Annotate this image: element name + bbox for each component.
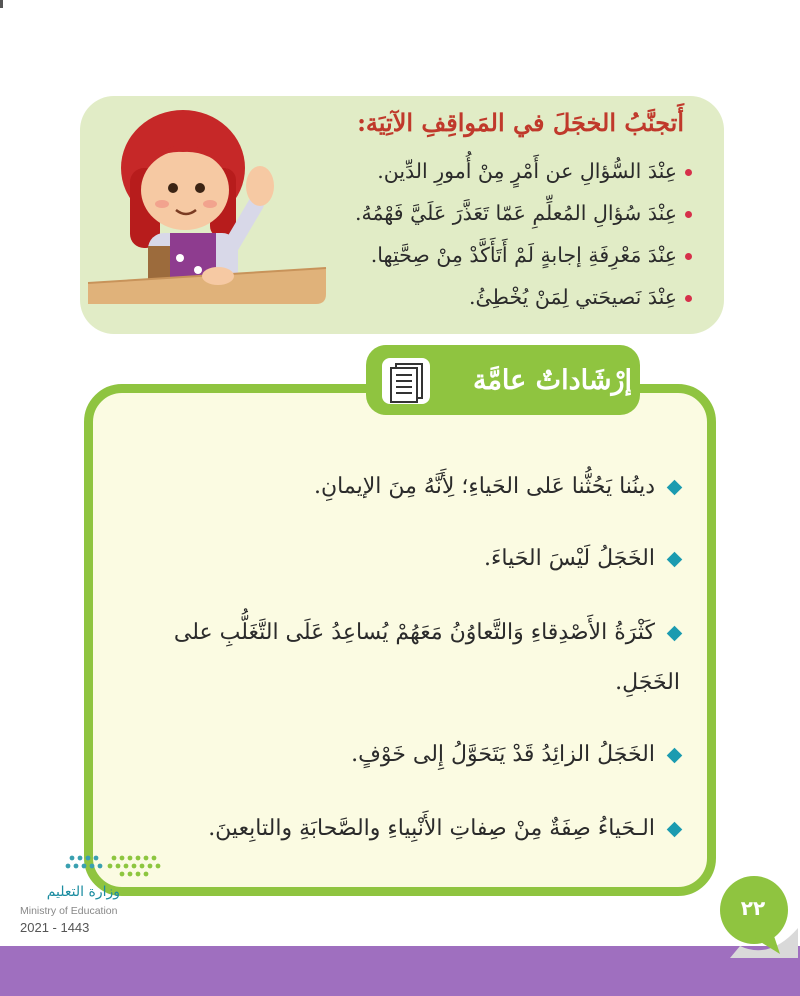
ministry-logo-dots (62, 852, 172, 884)
bullet-dot-icon (685, 169, 692, 176)
guidelines-title: إرْشَاداتٌ عامَّة (472, 365, 632, 396)
list-item: الخَجَلُ لَيْسَ الحَياءَ. (140, 534, 680, 584)
bullet-dot-icon (685, 295, 692, 302)
list-item: عِنْدَ السُّؤالِ عن أَمْرٍ مِنْ أُمورِ الدِّين. (192, 150, 692, 192)
diamond-bullet-icon (667, 821, 683, 837)
document-list-icon (378, 356, 434, 406)
diamond-bullet-icon (667, 551, 683, 567)
list-item: عِنْدَ سُؤالِ المُعلِّمِ عَمّا تَعَذَّرَ عَلَيَّ فَهْمُهُ. (192, 192, 692, 234)
crop-mark (0, 0, 3, 8)
bullet-dot-icon (685, 253, 692, 260)
situations-list (192, 150, 692, 318)
edition-year: 2021 - 1443 (20, 920, 90, 935)
ministry-name-arabic: وزارة التعليم (46, 884, 120, 900)
list-item: كَثْرَةُ الأَصْدِقاءِ وَالتَّعاوُنُ مَعَهُمْ يُساعِدُ عَلَى التَّغَلُّبِ على الخَجَلِ. (140, 608, 680, 708)
list-item: عِنْدَ مَعْرِفَةِ إجابةٍ لَمْ أَتَأَكَّدْ مِنْ صِحَّتِها. (192, 234, 692, 276)
diamond-bullet-icon (667, 625, 683, 641)
list-item: الخَجَلُ الزائِدُ قَدْ يَتَحَوَّلُ إِلى خَوْفٍ. (140, 730, 680, 780)
bottom-band (0, 946, 800, 996)
page-number: ٢٢ (740, 896, 766, 920)
ministry-name-english: Ministry of Education (20, 905, 118, 917)
situations-title: أَتجنَّبُ الخجَلَ في المَواقِفِ الآتِيَة: (357, 108, 684, 137)
list-item: دينُنا يَحُثُّنا عَلى الحَياءِ؛ لِأَنَّهُ مِنَ الإيمانِ. (140, 462, 680, 512)
diamond-bullet-icon (667, 747, 683, 763)
list-item: عِنْدَ نَصيحَتي لِمَنْ يُخْطِئُ. (192, 276, 692, 318)
diamond-bullet-icon (667, 479, 683, 495)
list-item: الـحَياءُ صِفَةٌ مِنْ صِفاتِ الأَنْبِياءِ والصَّحابَةِ والتابِعينَ. (140, 804, 680, 854)
bullet-dot-icon (685, 211, 692, 218)
